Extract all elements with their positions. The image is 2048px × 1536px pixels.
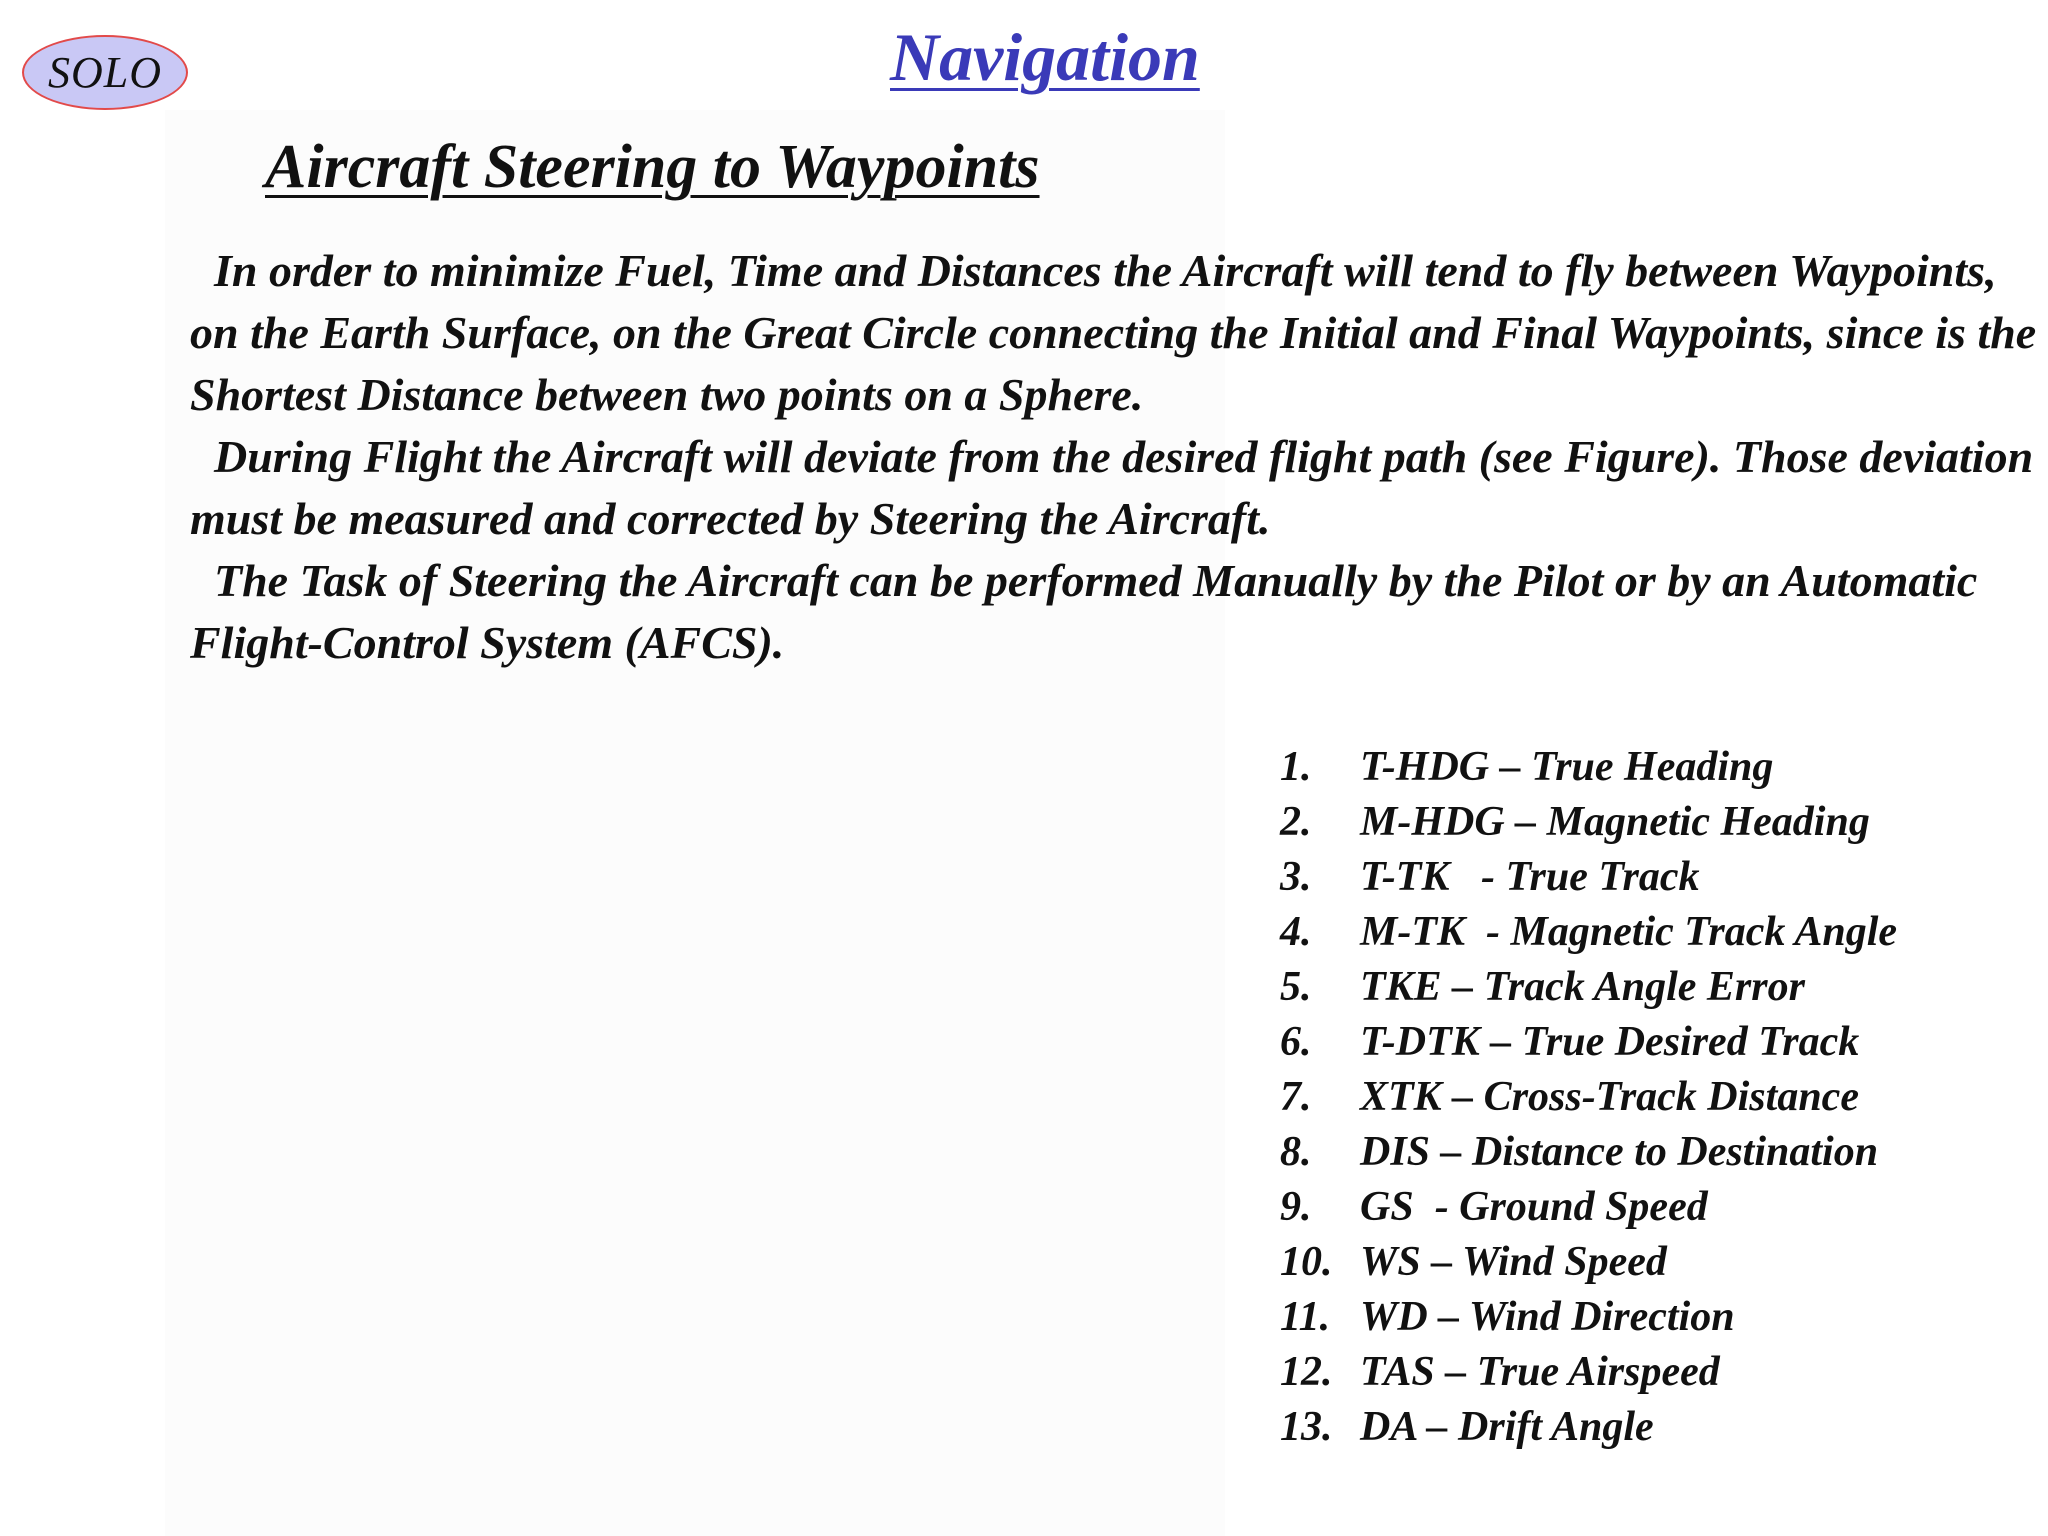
list-item-text: WD – Wind Direction xyxy=(1360,1294,1735,1340)
solo-badge: SOLO xyxy=(22,35,188,110)
list-item xyxy=(1280,740,1897,795)
list-item-text: T-HDG – True Heading xyxy=(1360,744,1774,790)
list-item xyxy=(1280,1345,1897,1400)
list-item xyxy=(1280,1125,1897,1180)
paragraph: In order to minimize Fuel, Time and Distances the Aircraft will tend to fly between Waypoints, on the Earth Surface, on the Great Circle connecting the Initial and Final Waypoints, since is the Shortest Distance between two points on a Sphere. xyxy=(190,245,2037,420)
list-item-number: 12. xyxy=(1280,1349,1333,1395)
list-item-number: 8. xyxy=(1280,1129,1312,1175)
list-item-text: GS - Ground Speed xyxy=(1360,1184,1708,1230)
list-item xyxy=(1280,1400,1897,1455)
list-item xyxy=(1280,1235,1897,1290)
list-item xyxy=(1280,850,1897,905)
list-item-number: 13. xyxy=(1280,1404,1333,1450)
list-item-text: XTK – Cross-Track Distance xyxy=(1360,1074,1859,1120)
list-item xyxy=(1280,960,1897,1015)
body-text xyxy=(190,240,2040,674)
list-item-number: 6. xyxy=(1280,1019,1312,1065)
section-heading: Aircraft Steering to Waypoints xyxy=(265,133,1040,201)
list-item-text: T-TK - True Track xyxy=(1360,854,1700,900)
list-item-number: 9. xyxy=(1280,1184,1312,1230)
list-item xyxy=(1280,1290,1897,1345)
list-item-number: 10. xyxy=(1280,1239,1333,1285)
legend-list xyxy=(1280,740,1897,1455)
list-item xyxy=(1280,1180,1897,1235)
list-item-text: DA – Drift Angle xyxy=(1360,1404,1654,1450)
list-item xyxy=(1280,795,1897,850)
list-item-number: 4. xyxy=(1280,909,1312,955)
list-item-text: TAS – True Airspeed xyxy=(1360,1349,1720,1395)
list-item xyxy=(1280,1070,1897,1125)
list-item-number: 11. xyxy=(1280,1294,1331,1340)
list-item-text: M-HDG – Magnetic Heading xyxy=(1360,799,1870,845)
list-item-number: 3. xyxy=(1280,854,1312,900)
list-item-text: WS – Wind Speed xyxy=(1360,1239,1667,1285)
list-item-text: M-TK - Magnetic Track Angle xyxy=(1360,909,1898,955)
list-item-text: TKE – Track Angle Error xyxy=(1360,964,1805,1010)
list-item-number: 1. xyxy=(1280,744,1312,790)
page-title: Navigation xyxy=(890,19,1200,95)
list-item-text: DIS – Distance to Destination xyxy=(1360,1129,1879,1175)
list-item-number: 5. xyxy=(1280,964,1312,1010)
list-item-text: T-DTK – True Desired Track xyxy=(1360,1019,1860,1065)
list-item-number: 2. xyxy=(1280,799,1312,845)
list-item xyxy=(1280,905,1897,960)
paragraph: The Task of Steering the Aircraft can be performed Manually by the Pilot or by an Automatic Flight-Control System (AFCS). xyxy=(190,555,1978,668)
list-item xyxy=(1280,1015,1897,1070)
paragraph: During Flight the Aircraft will deviate from the desired flight path (see Figure). Those deviation must be measured and corrected by Steering the Aircraft. xyxy=(190,431,2034,544)
list-item-number: 7. xyxy=(1280,1074,1312,1120)
